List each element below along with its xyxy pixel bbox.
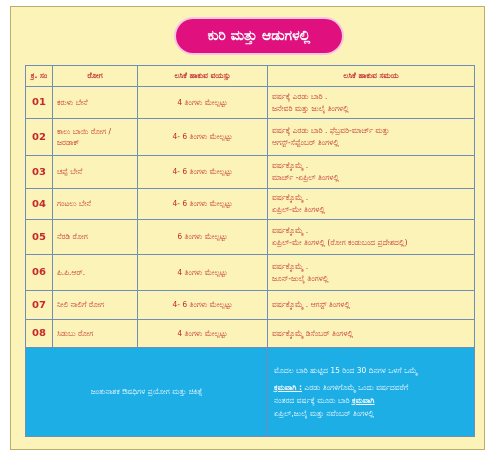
row-number: 06 [26, 255, 53, 291]
schedule-line-1: ಮೊದಲ ಬಾರಿ ಹುಟ್ಟಿದ 15 ರಿಂದ 30 ದಿನಗಳ ಒಳಗೆ ಒಮ್ಮೆ [274, 366, 418, 375]
header-disease: ರೋಗ [53, 66, 138, 87]
row-number: 04 [26, 189, 53, 220]
row-time: ವರ್ಷಕ್ಕೊಮ್ಮೆ . ಆಗಸ್ಟ್ ತಿಂಗಳಲ್ಲಿ [268, 291, 475, 320]
row-disease: ಸಿಡುಬು ರೋಗ [53, 320, 138, 348]
row-number: 08 [26, 320, 53, 348]
row-time: ವರ್ಷಕ್ಕೊಮ್ಮೆ ಡಿಸೆಂಬರ್ ತಿಂಗಳಲ್ಲಿ [268, 320, 475, 348]
row-disease: ಕಾಲು ಬಾಯಿ ರೋಗ / ಜರಡಾಕ್ [53, 119, 138, 156]
page-title: ಕುರಿ ಮತ್ತು ಆಡುಗಳಲ್ಲಿ [176, 19, 342, 53]
row-age: 4- 6 ತಿಂಗಳು ಮೇಲ್ಪಟ್ಟು [138, 189, 268, 220]
row-time: ವರ್ಷಕ್ಕೆ ಎರಡು ಬಾರಿ . ಫೆಬ್ರವರಿ-ಮಾರ್ಚ್ ಮತ್ತು ಆಗಸ್ಟ್-ಸೆಪ್ಟೆಂಬರ್ ತಿಂಗಳಲ್ಲಿ [268, 119, 475, 156]
header-serial: ಕ್ರ. ಸಂ [26, 66, 53, 87]
row-age: 4 ತಿಂಗಳು ಮೇಲ್ಪಟ್ಟು [138, 87, 268, 119]
vaccination-table [25, 65, 475, 437]
table-row [26, 189, 475, 220]
row-disease: ಪಿ.ಪಿ.ಆರ್. [53, 255, 138, 291]
row-age: 4- 6 ತಿಂಗಳು ಮೇಲ್ಪಟ್ಟು [138, 119, 268, 156]
table-row [26, 119, 475, 156]
header-time: ಲಸಿಕೆ ಹಾಕುವ ಸಮಯ [268, 66, 475, 87]
row-time: ವರ್ಷಕ್ಕೊಮ್ಮೆ . ಜೂನ್-ಜುಲೈ ತಿಂಗಳಲ್ಲಿ [268, 255, 475, 291]
table-header-row [26, 66, 475, 87]
row-disease: ಚಪ್ಪೆ ಬೇನೆ [53, 156, 138, 189]
page-frame [10, 6, 485, 450]
row-number: 02 [26, 119, 53, 156]
row-age: 4- 6 ತಿಂಗಳು ಮೇಲ್ಪಟ್ಟು [138, 291, 268, 320]
table-row [26, 291, 475, 320]
row-number: 03 [26, 156, 53, 189]
deworming-label: ಜಂತುನಾಶಕ ಔಷಧಿಗಳ ಪ್ರಯೋಗ ಮತ್ತು ಚಿಕಿತ್ಸೆ [26, 348, 268, 437]
table-row [26, 220, 475, 255]
schedule-line-2: ಕ್ರಮವಾಗಿ : ಎರಡು ತಿಂಗಳಿಗೊಮ್ಮೆ ಒಂದು ವರ್ಷದವರೆಗೆ [274, 383, 409, 392]
row-number: 07 [26, 291, 53, 320]
row-number: 05 [26, 220, 53, 255]
header-age: ಲಸಿಕೆ ಹಾಕುವ ವಯಸ್ಸು [138, 66, 268, 87]
row-disease: ಕರುಳು ಬೇನೆ [53, 87, 138, 119]
row-age: 4 ತಿಂಗಳು ಮೇಲ್ಪಟ್ಟು [138, 255, 268, 291]
row-age: 4- 6 ತಿಂಗಳು ಮೇಲ್ಪಟ್ಟು [138, 156, 268, 189]
row-time: ವರ್ಷಕ್ಕೊಮ್ಮೆ . ಏಪ್ರಿಲ್-ಮೇ ತಿಂಗಳಲ್ಲಿ [268, 189, 475, 220]
row-time: ವರ್ಷಕ್ಕೊಮ್ಮೆ . ಮಾರ್ಚ್ -ಏಪ್ರಿಲ್ ತಿಂಗಳಲ್ಲಿ [268, 156, 475, 189]
deworming-row [26, 348, 475, 437]
row-time: ವರ್ಷಕ್ಕೆ ಎರಡು ಬಾರಿ . ಜನೇವರಿ ಮತ್ತು ಜುಲೈ ತಿಂಗಳಲ್ಲಿ [268, 87, 475, 119]
schedule-line-4: ಏಪ್ರಿಲ್,ಜುಲೈ ಮತ್ತು ನವೆಂಬರ್ ತಿಂಗಳಲ್ಲಿ [274, 409, 374, 418]
table-row [26, 87, 475, 119]
table-row [26, 255, 475, 291]
deworming-schedule [268, 348, 475, 437]
row-disease: ನೆರಡಿ ರೋಗ [53, 220, 138, 255]
row-age: 4 ತಿಂಗಳು ಮೇಲ್ಪಟ್ಟು [138, 320, 268, 348]
row-disease: ಗಂಟಲು ಬೇನೆ [53, 189, 138, 220]
schedule-line-3: ನಂತರದ ವರ್ಷಕ್ಕೆ ಮೂರು ಬಾರಿ ಕ್ರಮವಾಗಿ [274, 396, 375, 405]
row-number: 01 [26, 87, 53, 119]
table-row [26, 156, 475, 189]
table-row [26, 320, 475, 348]
row-disease: ನೀಲಿ ನಾಲಿಗೆ ರೋಗ [53, 291, 138, 320]
row-time: ವರ್ಷಕ್ಕೊಮ್ಮೆ . ಏಪ್ರಿಲ್-ಮೇ ತಿಂಗಳಲ್ಲಿ (ರೋಗ ಕಂಡುಬಂದ ಪ್ರದೇಶದಲ್ಲಿ) [268, 220, 475, 255]
row-age: 6 ತಿಂಗಳು ಮೇಲ್ಪಟ್ಟು [138, 220, 268, 255]
